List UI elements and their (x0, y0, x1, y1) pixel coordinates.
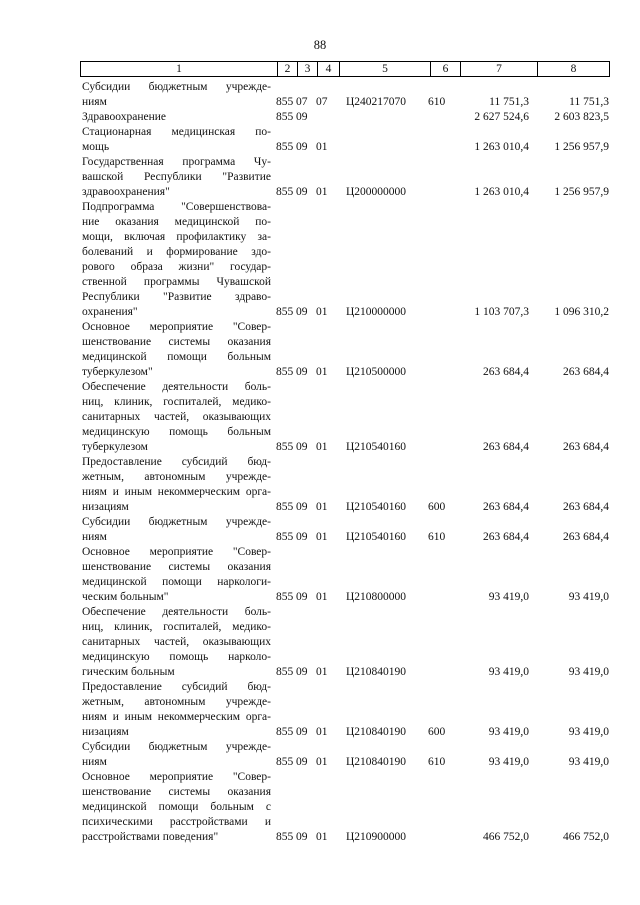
group-code: 855 (276, 111, 294, 123)
group-code: 855 (276, 186, 294, 198)
row-name-line: мощь (82, 141, 110, 153)
target-article: Ц210840190 (346, 756, 407, 768)
row-name (82, 545, 271, 605)
sum-year-1: 466 752,0 (483, 831, 529, 843)
table-row (0, 80, 640, 110)
row-name (82, 455, 271, 515)
group-code: 855 (276, 306, 294, 318)
row-name-line: вашской Республики "Развитие (82, 171, 271, 183)
subsection-code: 01 (316, 441, 328, 453)
target-article: Ц210840190 (346, 666, 407, 678)
group-code: 855 (276, 591, 294, 603)
target-article: Ц240217070 (346, 96, 407, 108)
section-code: 09 (296, 831, 308, 843)
subsection-code: 01 (316, 756, 328, 768)
sum-year-1: 11 751,3 (489, 96, 529, 108)
header-col-cs: 5 (339, 62, 430, 76)
row-name-line: рового образа жизни" государ- (82, 261, 271, 273)
target-article: Ц210000000 (346, 306, 407, 318)
section-code: 09 (296, 111, 308, 123)
row-name-line: Основное мероприятие "Совер- (82, 321, 271, 333)
section-code: 09 (296, 501, 308, 513)
section-code: 09 (296, 366, 308, 378)
row-name-line: расстройствами поведения" (82, 831, 219, 843)
group-code: 855 (276, 441, 294, 453)
sum-year-2: 1 256 957,9 (554, 141, 609, 153)
subsection-code: 01 (316, 141, 328, 153)
table-row (0, 155, 640, 200)
row-name-line: жетным, автономным учрежде- (82, 471, 271, 483)
section-code: 09 (296, 726, 308, 738)
row-name-line: ниц, клиник, госпиталей, медико- (82, 396, 271, 408)
row-name-line: ниям (82, 96, 107, 108)
header-col-pr: 4 (317, 62, 339, 76)
row-name-line: ственной программы Чувашской (82, 276, 271, 288)
row-name-line: мощи, включая профилактику за- (82, 231, 271, 243)
row-name-line: шенствование системы оказания (82, 561, 271, 573)
target-article: Ц210800000 (346, 591, 407, 603)
row-name-line: ниям и иным некоммерческим орга- (82, 486, 271, 498)
row-name-line: Обеспечение деятельности боль- (82, 381, 271, 393)
table-header (80, 61, 610, 77)
group-code: 855 (276, 531, 294, 543)
header-col-name: 1 (176, 63, 182, 75)
table-row (0, 545, 640, 605)
row-name (82, 200, 271, 320)
row-name-line: ниям (82, 756, 107, 768)
row-name-line: Субсидии бюджетным учрежде- (82, 741, 271, 753)
sum-year-2: 93 419,0 (568, 756, 609, 768)
expense-type: 610 (428, 756, 446, 768)
target-article: Ц210500000 (346, 366, 407, 378)
row-name-line: психическими расстройствами и (82, 816, 271, 828)
row-name-line: болеваний и формирование здо- (82, 246, 271, 258)
row-name-line: санитарных частей, оказывающих (82, 411, 271, 423)
group-code: 855 (276, 366, 294, 378)
sum-year-2: 93 419,0 (568, 591, 609, 603)
row-name-line: туберкулезом" (82, 366, 153, 378)
group-code: 855 (276, 141, 294, 153)
section-code: 07 (296, 96, 308, 108)
section-code: 09 (296, 141, 308, 153)
sum-year-1: 93 419,0 (488, 756, 529, 768)
sum-year-2: 11 751,3 (569, 96, 609, 108)
target-article: Ц200000000 (346, 186, 407, 198)
section-code: 09 (296, 306, 308, 318)
row-name-line: Основное мероприятие "Совер- (82, 546, 271, 558)
row-name-line: ниям (82, 531, 107, 543)
row-name-line: Государственная программа Чу- (82, 156, 271, 168)
row-name-line: жетным, автономным учрежде- (82, 696, 271, 708)
header-col-rz: 3 (297, 62, 317, 76)
subsection-code: 01 (316, 306, 328, 318)
sum-year-2: 93 419,0 (568, 726, 609, 738)
row-name-line: низациям (82, 501, 129, 513)
row-name-line: Стационарная медицинская по- (82, 126, 271, 138)
row-name-line: Республики "Развитие здраво- (82, 291, 271, 303)
sum-year-1: 93 419,0 (488, 726, 529, 738)
table-row (0, 740, 640, 770)
table-row (0, 515, 640, 545)
subsection-code: 01 (316, 831, 328, 843)
row-name (82, 320, 271, 380)
row-name (82, 380, 271, 455)
row-name-line: шенствование системы оказания (82, 786, 271, 798)
target-article: Ц210540160 (346, 501, 407, 513)
row-name-line: ниям и иным некоммерческим орга- (82, 711, 271, 723)
section-code: 09 (296, 666, 308, 678)
row-name-line: Предоставление субсидий бюд- (82, 456, 271, 468)
row-name (82, 605, 271, 680)
section-code: 09 (296, 186, 308, 198)
sum-year-1: 263 684,4 (483, 531, 529, 543)
subsection-code: 01 (316, 366, 328, 378)
row-name-line: медицинскую помощь больным (82, 426, 271, 438)
section-code: 09 (296, 756, 308, 768)
table-row (0, 320, 640, 380)
row-name-line: здравоохранения" (82, 186, 170, 198)
sum-year-2: 93 419,0 (568, 666, 609, 678)
row-name-line: медицинскую помощь нарколо- (82, 651, 271, 663)
expense-type: 610 (428, 96, 446, 108)
subsection-code: 01 (316, 666, 328, 678)
row-name (82, 80, 271, 110)
sum-year-2: 1 256 957,9 (554, 186, 609, 198)
row-name-line: медицинской помощи больным с (82, 801, 271, 813)
page-number: 88 (313, 38, 327, 52)
group-code: 855 (276, 756, 294, 768)
header-col-gr: 2 (277, 62, 297, 76)
table-row (0, 380, 640, 455)
sum-year-2: 263 684,4 (563, 531, 609, 543)
subsection-code: 01 (316, 501, 328, 513)
header-col-sum1: 7 (460, 62, 537, 76)
target-article: Ц210900000 (346, 831, 407, 843)
sum-year-1: 263 684,4 (483, 501, 529, 513)
section-code: 09 (296, 531, 308, 543)
row-name-line: ческим больным" (82, 591, 169, 603)
sum-year-1: 1 263 010,4 (474, 186, 529, 198)
row-name-line: Обеспечение деятельности боль- (82, 606, 271, 618)
sum-year-2: 263 684,4 (563, 366, 609, 378)
subsection-code: 01 (316, 186, 328, 198)
subsection-code: 01 (316, 531, 328, 543)
row-name-line: Основное мероприятие "Совер- (82, 771, 271, 783)
expense-type: 610 (428, 531, 446, 543)
row-name-line: низациям (82, 726, 129, 738)
sum-year-2: 466 752,0 (563, 831, 609, 843)
subsection-code: 07 (316, 96, 328, 108)
row-name-line: шенствование системы оказания (82, 336, 271, 348)
sum-year-1: 2 627 524,6 (474, 111, 529, 123)
header-col-vr: 6 (430, 62, 460, 76)
sum-year-2: 1 096 310,2 (554, 306, 609, 318)
row-name (82, 515, 271, 545)
table-row (0, 605, 640, 680)
target-article: Ц210540160 (346, 441, 407, 453)
target-article: Ц210540160 (346, 531, 407, 543)
section-code: 09 (296, 441, 308, 453)
sum-year-2: 263 684,4 (563, 501, 609, 513)
sum-year-1: 263 684,4 (483, 441, 529, 453)
sum-year-1: 1 263 010,4 (474, 141, 529, 153)
sum-year-2: 263 684,4 (563, 441, 609, 453)
sum-year-1: 1 103 707,3 (474, 306, 529, 318)
table-row (0, 200, 640, 320)
target-article: Ц210840190 (346, 726, 407, 738)
row-name-line: Здравоохранение (82, 111, 167, 123)
row-name-line: Подпрограмма "Совершенствова- (82, 201, 271, 213)
row-name-line: гическим больным (82, 666, 175, 678)
group-code: 855 (276, 726, 294, 738)
group-code: 855 (276, 96, 294, 108)
group-code: 855 (276, 831, 294, 843)
row-name (82, 770, 271, 845)
row-name-line: Предоставление субсидий бюд- (82, 681, 271, 693)
group-code: 855 (276, 666, 294, 678)
table-row (0, 770, 640, 845)
row-name-line: Субсидии бюджетным учрежде- (82, 81, 271, 93)
subsection-code: 01 (316, 591, 328, 603)
sum-year-1: 93 419,0 (488, 591, 529, 603)
sum-year-2: 2 603 823,5 (554, 111, 609, 123)
row-name-line: ние оказания медицинской по- (82, 216, 271, 228)
group-code: 855 (276, 501, 294, 513)
row-name-line: ниц, клиник, госпиталей, медико- (82, 621, 271, 633)
table-row (0, 455, 640, 515)
row-name-line: медицинской помощи наркологи- (82, 576, 271, 588)
expense-type: 600 (428, 726, 446, 738)
table-row (0, 680, 640, 740)
table-row (0, 125, 640, 155)
row-name (82, 155, 271, 200)
row-name-line: туберкулезом (82, 441, 148, 453)
subsection-code: 01 (316, 726, 328, 738)
row-name-line: охранения" (82, 306, 138, 318)
header-col-sum2: 8 (537, 62, 609, 76)
row-name-line: Субсидии бюджетным учрежде- (82, 516, 271, 528)
row-name (82, 125, 271, 155)
row-name (82, 740, 271, 770)
row-name-line: санитарных частей, оказывающих (82, 636, 271, 648)
section-code: 09 (296, 591, 308, 603)
row-name (82, 680, 271, 740)
sum-year-1: 93 419,0 (488, 666, 529, 678)
table-row (0, 110, 640, 125)
expense-type: 600 (428, 501, 446, 513)
row-name (82, 110, 271, 125)
sum-year-1: 263 684,4 (483, 366, 529, 378)
row-name-line: медицинской помощи больным (82, 351, 271, 363)
